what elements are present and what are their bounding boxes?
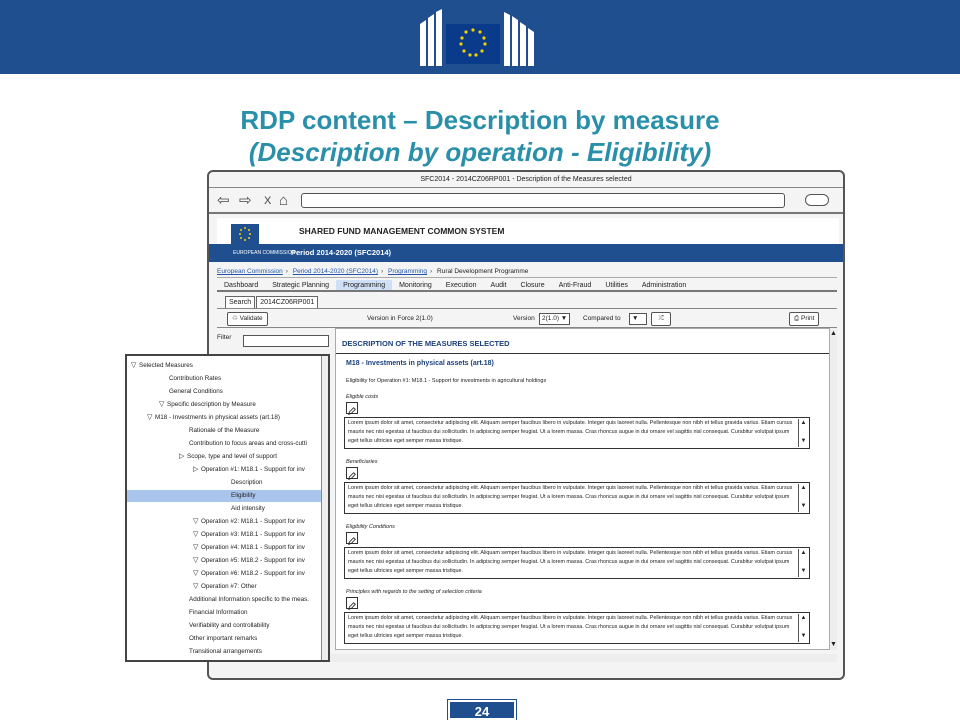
tree-item[interactable] xyxy=(127,516,322,528)
tree-item-label: Selected Measures xyxy=(139,362,193,369)
tree-item[interactable] xyxy=(127,503,322,515)
menu-administration[interactable]: Administration xyxy=(641,282,687,289)
tree-item-label: Financial Information xyxy=(189,609,248,616)
print-button[interactable]: ⎙ Print xyxy=(789,312,819,326)
navigation-tree xyxy=(125,354,330,662)
tree-item-label: Description xyxy=(231,479,263,486)
period-bar xyxy=(209,244,845,262)
tree-item[interactable] xyxy=(127,386,322,398)
content-divider xyxy=(336,353,830,354)
edit-pencil-icon[interactable] xyxy=(346,532,358,544)
menu-strategic-planning[interactable]: Strategic Planning xyxy=(272,282,330,289)
section-label-eligible-costs: Eligible costs xyxy=(346,394,379,400)
tree-item[interactable] xyxy=(127,607,322,619)
menu-monitoring[interactable]: Monitoring xyxy=(399,282,432,289)
toolbar xyxy=(217,308,837,328)
tree-item-label: Transitional arrangements xyxy=(189,648,262,655)
browser-search-box[interactable] xyxy=(805,194,829,206)
window-title: SFC2014 - 2014CZ06RP001 - Description of the Measures selected xyxy=(209,172,843,188)
menu-execution[interactable]: Execution xyxy=(445,282,477,289)
slide-title xyxy=(0,104,960,168)
chevron-down-icon: ▼ xyxy=(560,315,568,322)
version-label: Version xyxy=(513,315,535,322)
scroll-down-icon[interactable]: ▼ xyxy=(830,641,837,648)
textarea-scrollbar[interactable]: ▲ ▼ xyxy=(798,419,808,447)
recycle-icon: ♲ xyxy=(232,315,240,322)
tree-item[interactable] xyxy=(127,399,322,411)
edit-pencil-icon[interactable] xyxy=(346,597,358,609)
slide-title-line2: (Description by operation - Eligibility) xyxy=(248,137,712,167)
tree-item-label: Operation #6: M18.2 - Support for inv xyxy=(201,570,305,577)
breadcrumb: European Commission › Period 2014-2020 (SFC2014) › Programming › Rural Development Programme xyxy=(217,266,837,278)
menu-audit[interactable]: Audit xyxy=(490,282,507,289)
selection-criteria-textarea[interactable]: Lorem ipsum dolor sit amet, consectetur adipiscing elit. Aliquam semper faucibus libero in vulputate. Integer quis laoreet nulla. Pellentesque non nibh et tellus gravida varius. Etiam cursus mauris nec nisi egestas ut faucibus dui sollicitudin. In adipiscing semper feugiat. Ut a lorem massa. Cras rhoncus augue in dui ornare vel sagittis nisl consequat. Curabitur volutpat ipsum eget tellus ultricies eget semper massa tristique. ▲ ▼ xyxy=(344,612,810,644)
tab-search[interactable]: Search xyxy=(225,296,255,308)
tree-scrollbar[interactable] xyxy=(321,356,328,660)
breadcrumb-period[interactable]: Period 2014-2020 (SFC2014) xyxy=(292,268,379,275)
eligibility-conditions-textarea[interactable]: Lorem ipsum dolor sit amet, consectetur adipiscing elit. Aliquam semper faucibus libero in vulputate. Integer quis laoreet nulla. Pellentesque non nibh et tellus gravida varius. Etiam cursus mauris nec nisi egestas ut faucibus dui sollicitudin. In adipiscing semper feugiat. Ut a lorem massa. Cras rhoncus augue in dui ornare vel sagittis nisl consequat. Curabitur volutpat ipsum eget tellus ultricies eget semper massa tristique. ▲ ▼ xyxy=(344,547,810,579)
content-panel xyxy=(335,328,831,650)
app-name: SHARED FUND MANAGEMENT COMMON SYSTEM xyxy=(299,226,505,236)
flag-caption: EUROPEAN COMMISSION xyxy=(233,250,296,256)
forward-arrow-icon[interactable]: ⇨ xyxy=(239,192,252,209)
tree-item-label: M18 - Investments in physical assets (art.18) xyxy=(155,414,280,421)
compared-to-label: Compared to xyxy=(583,315,621,322)
tree-item-label: Specific description by Measure xyxy=(167,401,256,408)
tree-item-label: Rationale of the Measure xyxy=(189,427,260,434)
tree-item-label: Operation #1: M18.1 - Support for inv xyxy=(201,466,305,473)
period-label: Period 2014-2020 (SFC2014) xyxy=(291,248,392,257)
beneficiaries-textarea[interactable]: Lorem ipsum dolor sit amet, consectetur adipiscing elit. Aliquam semper faucibus libero in vulputate. Integer quis laoreet nulla. Pellentesque non nibh et tellus gravida varius. Etiam cursus mauris nec nisi egestas ut faucibus dui sollicitudin. In adipiscing semper feugiat. Ut a lorem massa. Cras rhoncus augue in dui ornare vel sagittis nisl consequat. Curabitur volutpat ipsum eget tellus ultricies eget semper massa tristique. ▲ ▼ xyxy=(344,482,810,514)
expand-triangle-icon[interactable]: ▽ xyxy=(193,531,199,538)
section-label-eligibility-conditions: Eligibility Conditions xyxy=(346,524,395,530)
compare-select[interactable] xyxy=(629,313,647,325)
menu-programming[interactable]: Programming xyxy=(336,280,392,290)
home-icon[interactable]: ⌂ xyxy=(279,192,289,209)
expand-triangle-icon[interactable]: ▽ xyxy=(147,414,153,421)
tree-item-label: General Conditions xyxy=(169,388,223,395)
tree-item[interactable] xyxy=(127,451,322,463)
tree-item-label: Operation #4: M18.1 - Support for inv xyxy=(201,544,305,551)
commission-building-icon xyxy=(418,6,548,70)
expand-triangle-icon[interactable]: ▽ xyxy=(159,401,165,408)
tree-item-label: Other important remarks xyxy=(189,635,258,642)
doc-tabs xyxy=(225,296,319,308)
tree-item[interactable] xyxy=(127,360,322,372)
scroll-up-icon[interactable]: ▲ xyxy=(830,330,837,337)
shuffle-icon: ⤮ xyxy=(658,315,664,322)
tree-item-label: Verifiability and controllability xyxy=(189,622,270,629)
content-title: DESCRIPTION OF THE MEASURES SELECTED xyxy=(342,339,510,348)
filter-label: Filter xyxy=(217,334,232,341)
logo-line-european: European xyxy=(450,76,485,85)
back-arrow-icon[interactable]: ⇦ xyxy=(217,192,230,209)
eligible-costs-textarea[interactable]: Lorem ipsum dolor sit amet, consectetur adipiscing elit. Aliquam semper faucibus libero in vulputate. Integer quis laoreet nulla. Pellentesque non nibh et tellus gravida varius. Etiam cursus mauris nec nisi egestas ut faucibus dui sollicitudin. In adipiscing semper feugiat. Ut a lorem massa. Cras rhoncus augue in dui ornare vel sagittis nisl consequat. Curabitur volutpat ipsum eget tellus ultricies eget semper massa tristique. ▲ ▼ xyxy=(344,417,810,449)
content-vertical-scrollbar[interactable] xyxy=(829,328,837,650)
tree-item[interactable] xyxy=(127,568,322,580)
compare-button[interactable] xyxy=(651,312,671,326)
tree-item-label: Contribution to focus areas and cross-cutti xyxy=(189,440,307,447)
expand-triangle-icon[interactable]: ▽ xyxy=(193,544,199,551)
breadcrumb-european-commission[interactable]: European Commission xyxy=(217,268,283,275)
breadcrumb-programming[interactable]: Programming xyxy=(388,268,428,275)
tree-item-label: Contribution Rates xyxy=(169,375,222,382)
app-header xyxy=(217,218,839,244)
menu-utilities[interactable]: Utilities xyxy=(605,282,628,289)
tree-item-label: Operation #7: Other xyxy=(201,583,257,590)
eu-flag-icon xyxy=(231,224,259,244)
tree-item-label: Operation #2: M18.1 - Support for inv xyxy=(201,518,305,525)
logo-line-commission: Commission xyxy=(450,85,495,94)
tree-item[interactable] xyxy=(127,425,322,437)
nav-bar xyxy=(209,188,843,214)
menu-dashboard[interactable]: Dashboard xyxy=(224,282,259,289)
url-bar[interactable] xyxy=(301,193,785,208)
tree-item-label: Operation #3: M18.1 - Support for inv xyxy=(201,531,305,538)
textarea-scrollbar[interactable]: ▲ ▼ xyxy=(798,549,808,577)
chevron-down-icon: ▼ xyxy=(632,315,639,322)
section-label-beneficiaries: Beneficiaries xyxy=(346,459,378,465)
collapse-triangle-icon[interactable]: ▷ xyxy=(193,466,199,473)
menu-closure[interactable]: Closure xyxy=(520,282,545,289)
expand-triangle-icon[interactable]: ▽ xyxy=(193,583,199,590)
close-icon[interactable]: X xyxy=(264,195,272,207)
main-menu xyxy=(217,280,837,292)
textarea-scrollbar[interactable]: ▲ ▼ xyxy=(798,614,808,642)
tree-item-label: Additional Information specific to the meas. xyxy=(189,596,310,603)
tab-programme[interactable]: 2014CZ06RP001 xyxy=(256,296,318,308)
tree-item[interactable] xyxy=(127,646,322,658)
tree-item[interactable] xyxy=(127,490,322,502)
printer-icon: ⎙ xyxy=(794,315,802,322)
version-select[interactable]: 2(1.0) ▼ xyxy=(539,313,570,325)
edit-pencil-icon[interactable] xyxy=(346,467,358,479)
eligibility-heading: Eligibility for Operation #1: M18.1 - Support for investments in agricultural holdings xyxy=(346,378,547,384)
tree-item[interactable] xyxy=(127,477,322,489)
edit-pencil-icon[interactable] xyxy=(346,402,358,414)
version-in-force: Version in Force 2(1.0) xyxy=(367,315,433,322)
tree-item[interactable] xyxy=(127,412,322,424)
tree-item[interactable] xyxy=(127,542,322,554)
collapse-triangle-icon[interactable]: ▷ xyxy=(179,453,185,460)
tree-item[interactable] xyxy=(127,438,322,450)
page-number: 24 xyxy=(448,700,516,720)
breadcrumb-current: Rural Development Programme xyxy=(437,268,529,275)
section-label-selection-criteria: Principles with regards to the setting of selection criteria xyxy=(346,589,482,595)
validate-button[interactable]: ♲ Validate xyxy=(227,312,268,326)
measure-title: M18 - Investments in physical assets (art.18) xyxy=(346,360,494,367)
tree-item-label: Operation #5: M18.2 - Support for inv xyxy=(201,557,305,564)
tree-item[interactable] xyxy=(127,529,322,541)
tree-item[interactable] xyxy=(127,620,322,632)
tree-item[interactable] xyxy=(127,555,322,567)
tree-item-label: Scope, type and level of support xyxy=(187,453,277,460)
tree-item[interactable] xyxy=(127,594,322,606)
tree-item[interactable] xyxy=(127,581,322,593)
tree-item-label: Eligibility xyxy=(231,492,256,499)
expand-triangle-icon[interactable]: ▽ xyxy=(131,362,137,369)
tree-item[interactable] xyxy=(127,633,322,645)
expand-triangle-icon[interactable]: ▽ xyxy=(193,518,199,525)
ec-banner xyxy=(0,0,960,94)
european-commission-logo xyxy=(418,6,548,98)
filter-input[interactable] xyxy=(243,335,329,347)
slide-title-line1: RDP content – Description by measure xyxy=(240,105,720,135)
expand-triangle-icon[interactable]: ▽ xyxy=(193,557,199,564)
textarea-scrollbar[interactable]: ▲ ▼ xyxy=(798,484,808,512)
tree-item[interactable] xyxy=(127,373,322,385)
menu-anti-fraud[interactable]: Anti-Fraud xyxy=(558,282,592,289)
tree-item[interactable] xyxy=(127,464,322,476)
expand-triangle-icon[interactable]: ▽ xyxy=(193,570,199,577)
tree-item-label: Aid intensity xyxy=(231,505,265,512)
